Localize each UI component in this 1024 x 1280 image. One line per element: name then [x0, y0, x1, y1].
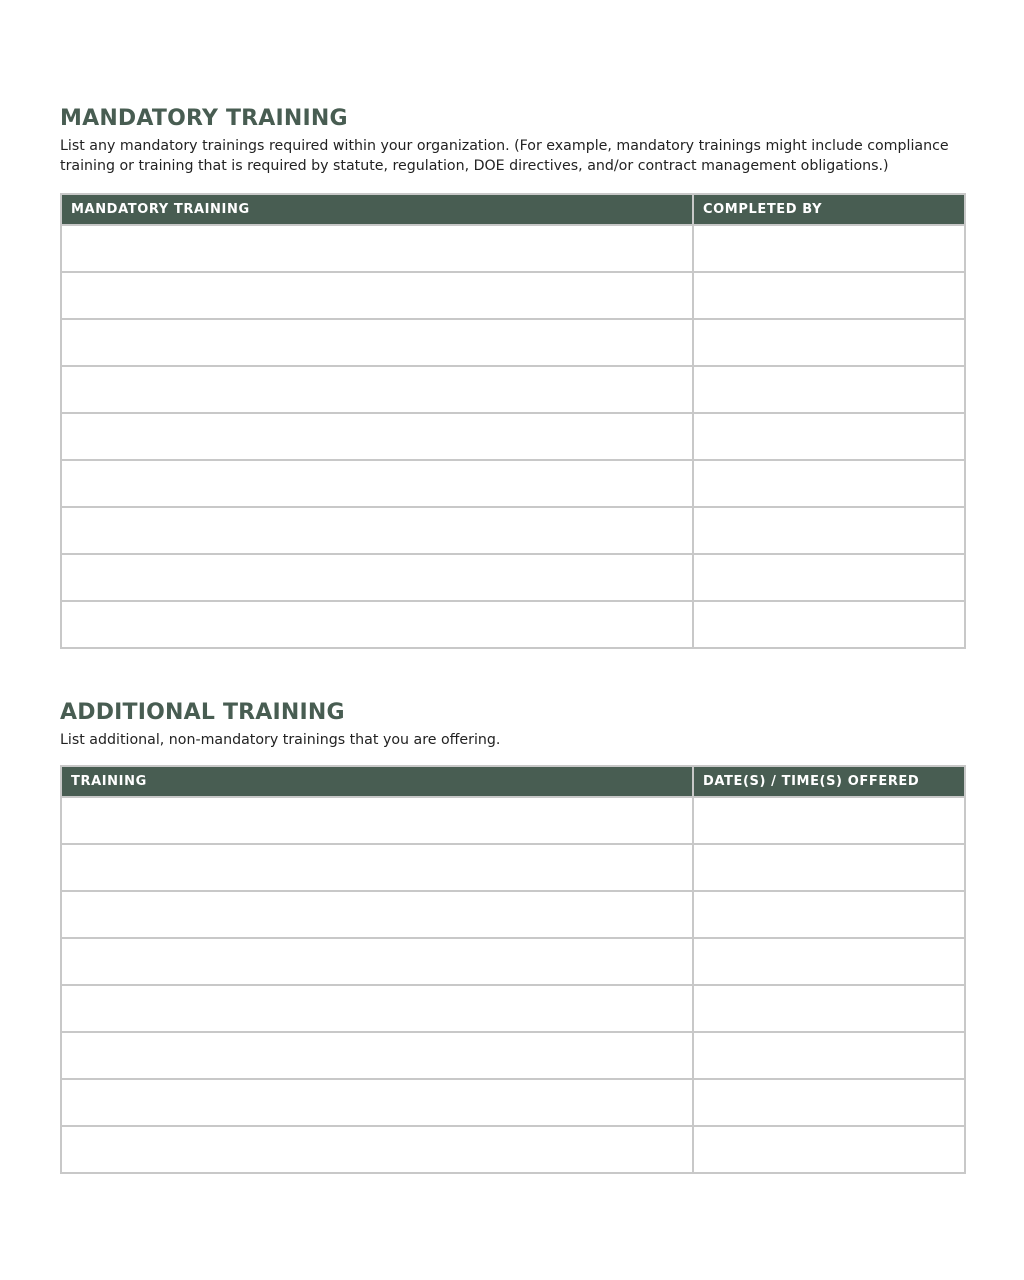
dates-times-offered-cell[interactable] [693, 891, 965, 938]
additional-training-section [60, 698, 964, 1174]
table-body [61, 225, 965, 648]
table-row [61, 554, 965, 601]
training-cell[interactable] [61, 891, 693, 938]
mandatory-training-table [60, 193, 966, 649]
mandatory-training-cell[interactable] [61, 460, 693, 507]
column-header-mandatory-training: MANDATORY TRAINING [61, 194, 693, 225]
table-row [61, 601, 965, 648]
section-title: ADDITIONAL TRAINING [60, 700, 345, 725]
dates-times-offered-cell[interactable] [693, 938, 965, 985]
table-row [61, 319, 965, 366]
mandatory-training-cell[interactable] [61, 366, 693, 413]
mandatory-training-section [60, 104, 964, 649]
training-cell[interactable] [61, 985, 693, 1032]
mandatory-training-cell[interactable] [61, 413, 693, 460]
completed-by-cell[interactable] [693, 272, 965, 319]
table-row [61, 797, 965, 844]
table-row [61, 985, 965, 1032]
training-cell[interactable] [61, 797, 693, 844]
completed-by-cell[interactable] [693, 460, 965, 507]
column-header-completed-by: COMPLETED BY [693, 194, 965, 225]
table-row [61, 460, 965, 507]
table-row [61, 1126, 965, 1173]
mandatory-training-cell[interactable] [61, 601, 693, 648]
training-cell[interactable] [61, 1079, 693, 1126]
dates-times-offered-cell[interactable] [693, 985, 965, 1032]
dates-times-offered-cell[interactable] [693, 1126, 965, 1173]
dates-times-offered-cell[interactable] [693, 1032, 965, 1079]
section-description: List any mandatory trainings required within your organization. (For example, mandatory trainings might include compliance training or training that is required by statute, regulation, DOE directives, and/or contract management obligations.) [60, 138, 949, 174]
completed-by-cell[interactable] [693, 554, 965, 601]
table-header-row [61, 766, 965, 797]
completed-by-cell[interactable] [693, 225, 965, 272]
training-cell[interactable] [61, 844, 693, 891]
section-title: MANDATORY TRAINING [60, 106, 348, 131]
additional-training-table [60, 765, 966, 1174]
table-row [61, 1032, 965, 1079]
table-row [61, 1079, 965, 1126]
mandatory-training-cell[interactable] [61, 225, 693, 272]
dates-times-offered-cell[interactable] [693, 797, 965, 844]
completed-by-cell[interactable] [693, 601, 965, 648]
column-header-training: TRAINING [61, 766, 693, 797]
table-row [61, 507, 965, 554]
completed-by-cell[interactable] [693, 366, 965, 413]
mandatory-training-cell[interactable] [61, 507, 693, 554]
table-row [61, 891, 965, 938]
training-cell[interactable] [61, 938, 693, 985]
table-row [61, 272, 965, 319]
table-header-row [61, 194, 965, 225]
table-body [61, 797, 965, 1173]
completed-by-cell[interactable] [693, 507, 965, 554]
training-cell[interactable] [61, 1126, 693, 1173]
completed-by-cell[interactable] [693, 319, 965, 366]
dates-times-offered-cell[interactable] [693, 844, 965, 891]
section-description: List additional, non-mandatory trainings that you are offering. [60, 732, 501, 748]
table-row [61, 413, 965, 460]
completed-by-cell[interactable] [693, 413, 965, 460]
table-row [61, 938, 965, 985]
table-row [61, 225, 965, 272]
training-cell[interactable] [61, 1032, 693, 1079]
dates-times-offered-cell[interactable] [693, 1079, 965, 1126]
mandatory-training-cell[interactable] [61, 319, 693, 366]
table-row [61, 366, 965, 413]
column-header-dates-times-offered: DATE(S) / TIME(S) OFFERED [693, 766, 965, 797]
table-row [61, 844, 965, 891]
mandatory-training-cell[interactable] [61, 272, 693, 319]
mandatory-training-cell[interactable] [61, 554, 693, 601]
